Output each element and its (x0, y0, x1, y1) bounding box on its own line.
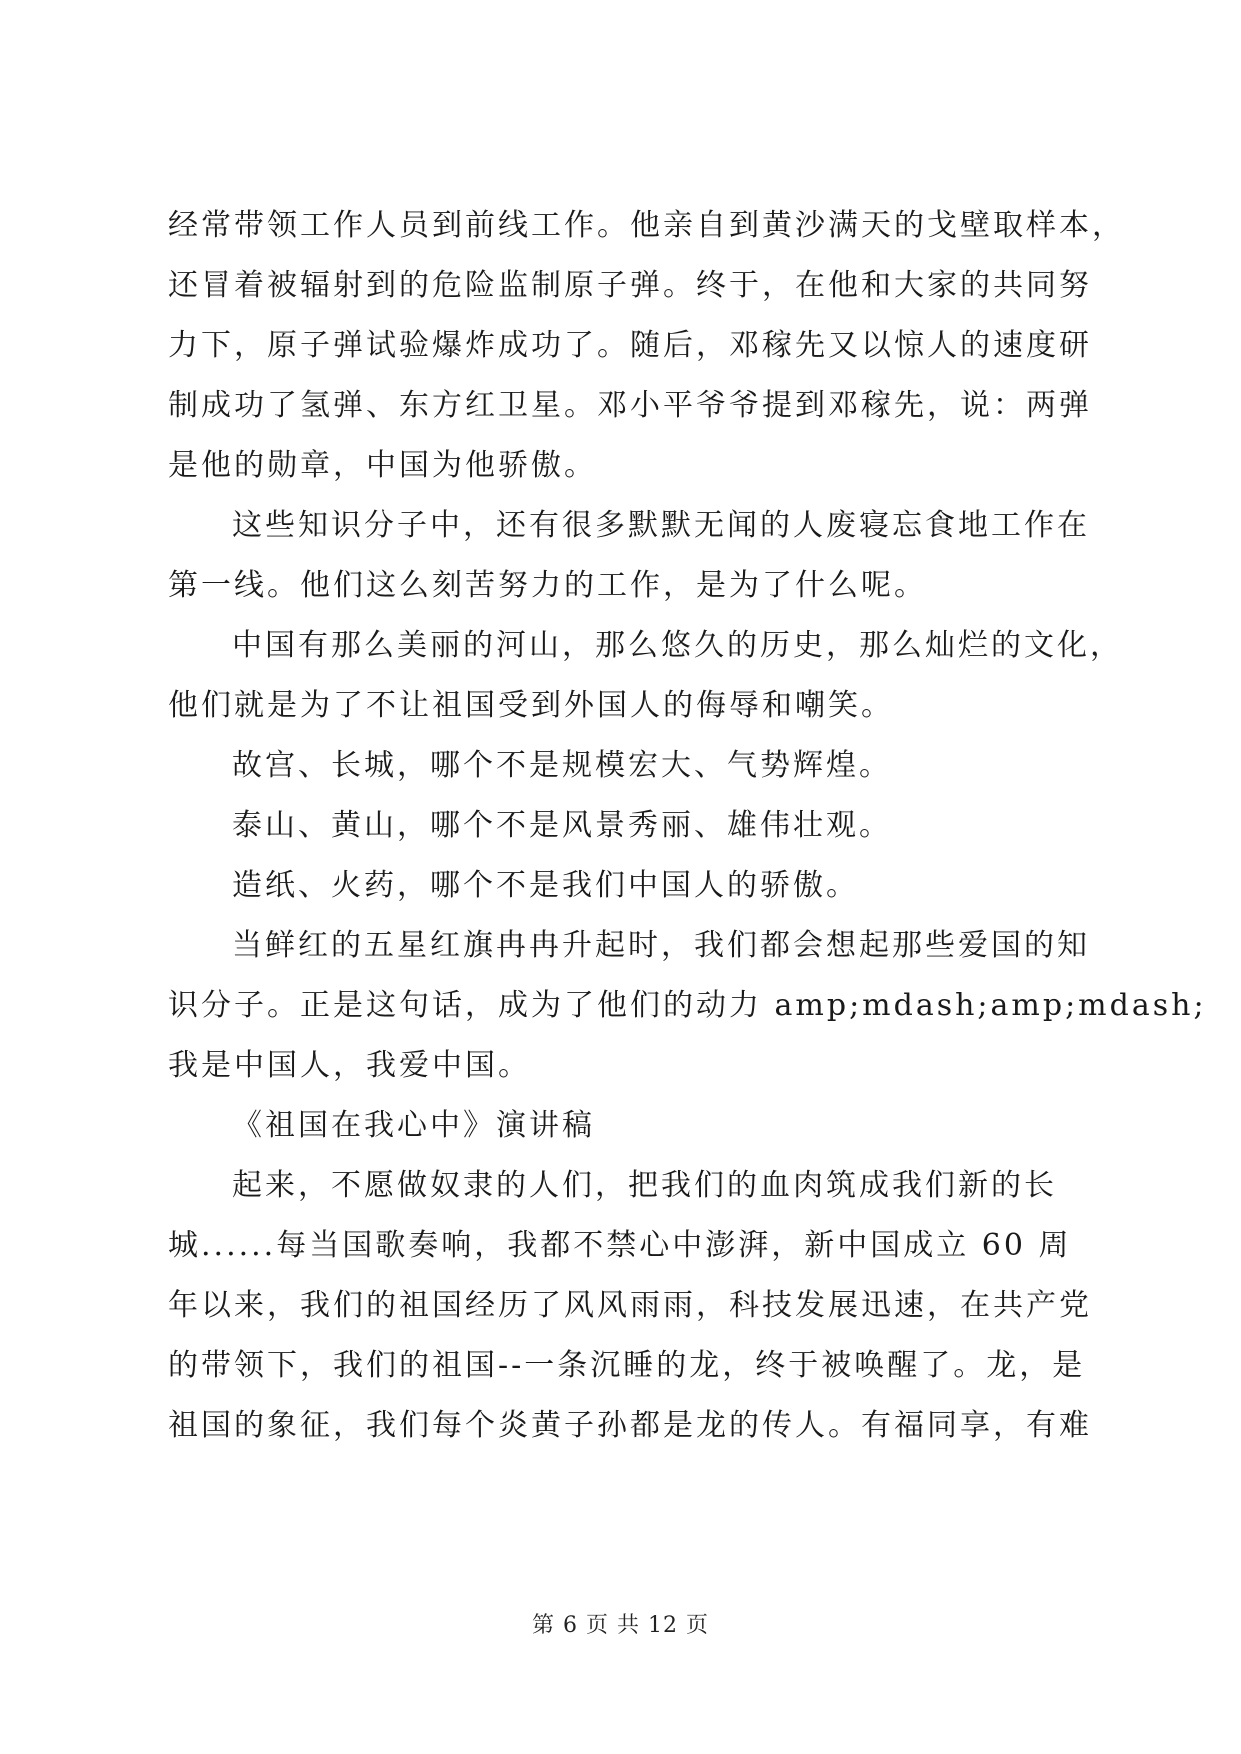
text-line: 制成功了氢弹、东方红卫星。邓小平爷爷提到邓稼先，说：两弹 (168, 388, 1092, 423)
text-line: 还冒着被辐射到的危险监制原子弹。终于，在他和大家的共同努 (168, 268, 1092, 303)
text-line: 第一线。他们这么刻苦努力的工作，是为了什么呢。 (168, 568, 927, 603)
text-line: 力下，原子弹试验爆炸成功了。随后，邓稼先又以惊人的速度研 (168, 328, 1092, 363)
paragraph-start: 故宫、长城，哪个不是规模宏大、气势辉煌。 (232, 748, 892, 783)
text-line: 经常带领工作人员到前线工作。他亲自到黄沙满天的戈壁取样本， (168, 208, 1125, 243)
text-line: 是他的勋章，中国为他骄傲。 (168, 448, 597, 483)
paragraph-start: 这些知识分子中，还有很多默默无闻的人废寝忘食地工作在 (232, 508, 1090, 543)
section-title: 《祖国在我心中》演讲稿 (232, 1108, 595, 1143)
text-line: 识分子。正是这句话，成为了他们的动力 amp;mdash;amp;mdash; (168, 988, 1207, 1023)
text-line: 的带领下，我们的祖国--一条沉睡的龙，终于被唤醒了。龙，是 (168, 1348, 1086, 1383)
paragraph-start: 造纸、火药，哪个不是我们中国人的骄傲。 (232, 868, 859, 903)
paragraph-start: 中国有那么美丽的河山，那么悠久的历史，那么灿烂的文化， (232, 628, 1123, 663)
page-footer: 第 6 页 共 12 页 (532, 1613, 709, 1638)
body-text (168, 196, 1207, 1456)
text-line: 祖国的象征，我们每个炎黄子孙都是龙的传人。有福同享，有难 (168, 1408, 1092, 1443)
paragraph-start: 起来，不愿做奴隶的人们，把我们的血肉筑成我们新的长 (232, 1168, 1057, 1203)
text-line: 我是中国人，我爱中国。 (168, 1048, 531, 1083)
text-line: 年以来，我们的祖国经历了风风雨雨，科技发展迅速，在共产党 (168, 1288, 1092, 1323)
text-line: 城......每当国歌奏响，我都不禁心中澎湃，新中国成立 60 周 (168, 1228, 1072, 1263)
text-line: 他们就是为了不让祖国受到外国人的侮辱和嘲笑。 (168, 688, 894, 723)
paragraph-start: 泰山、黄山，哪个不是风景秀丽、雄伟壮观。 (232, 808, 892, 843)
paragraph-start: 当鲜红的五星红旗冉冉升起时，我们都会想起那些爱国的知 (232, 928, 1090, 963)
